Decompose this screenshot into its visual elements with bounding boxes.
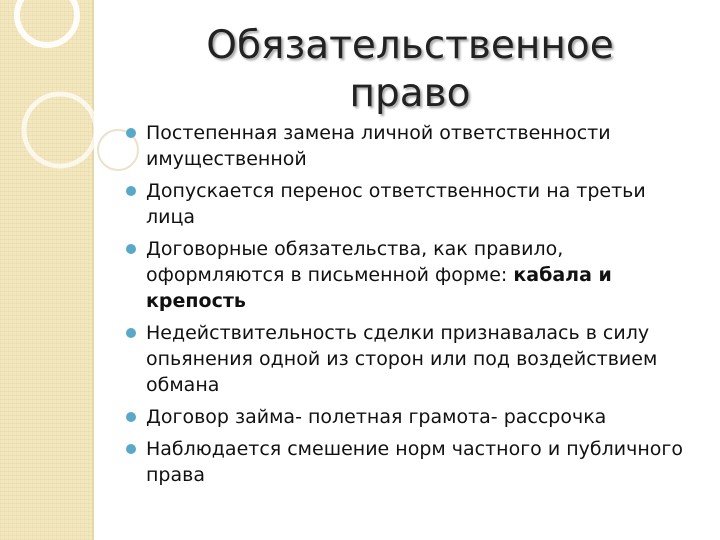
list-item [126,178,696,230]
bullet-dot-icon [126,412,136,422]
list-item [126,404,696,430]
bullet-text: Постепенная замена личной ответственности имущественной [146,122,611,170]
bullet-bold-text: кабала и крепость [146,264,612,312]
bullet-dot-icon [126,186,136,196]
bullet-dot-icon [126,128,136,138]
bullet-text: Допускается перенос ответственности на третьи лица [146,180,646,228]
bullet-text: Недействительность сделки признавалась в силу опьянения одной из сторон или под воздействием обмана [146,322,658,396]
bullet-dot-icon [126,444,136,454]
bullet-list [126,120,696,494]
bullet-text: Договорные обязательства, как правило, оформляются в письменной форме: [146,238,564,286]
list-item [126,436,696,488]
list-item [126,320,696,398]
bullet-dot-icon [126,328,136,338]
bullet-text: Договор займа- полетная грамота- рассрочка [146,406,607,428]
decorative-circles-icon [0,0,140,200]
list-item [126,120,696,172]
slide-title: Обязательственное право [206,23,614,116]
bullet-dot-icon [126,244,136,254]
list-item [126,236,696,314]
bullet-text: Наблюдается смешение норм частного и публичного права [146,438,683,486]
